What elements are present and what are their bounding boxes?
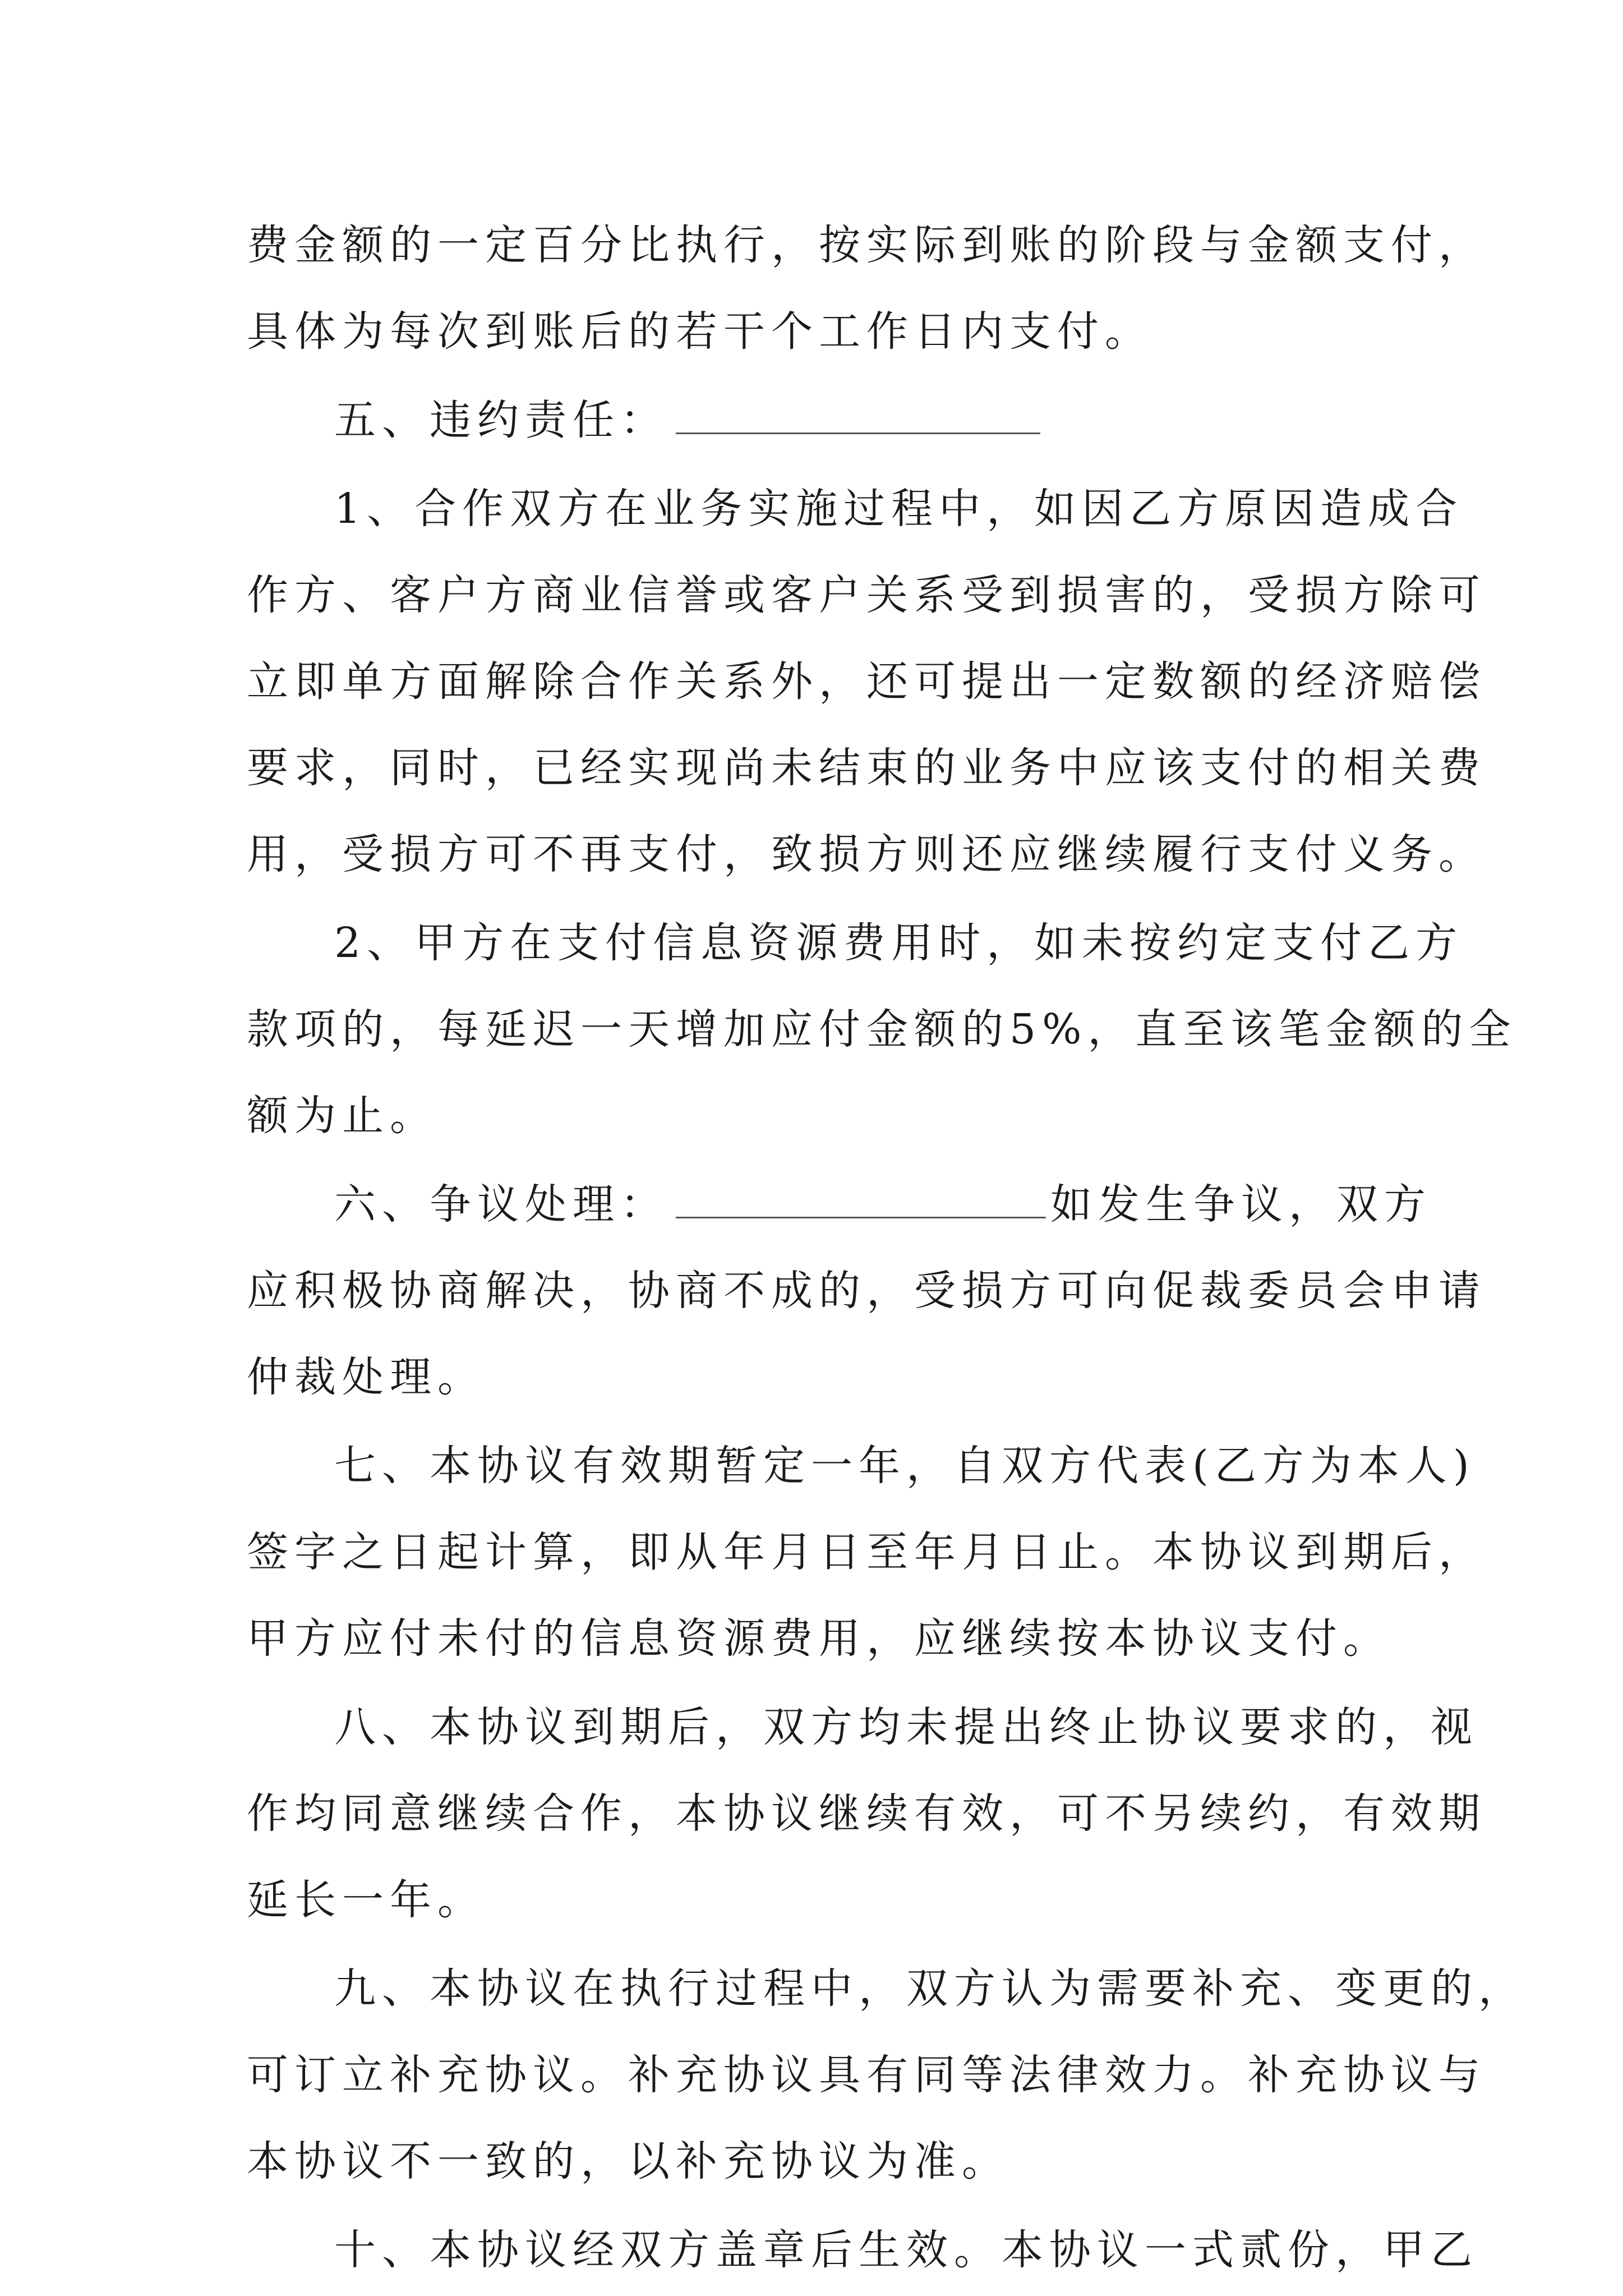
text-line: 作方、客户方商业信誉或客户关系受到损害的，受损方除可: [247, 571, 1486, 619]
text-line: 要求，同时，已经实现尚未结束的业务中应该支付的相关费: [247, 744, 1486, 792]
section-6-text: 如发生争议，双方: [1050, 1180, 1432, 1228]
text-line: 仲裁处理。: [247, 1353, 485, 1401]
text-line: 应积极协商解决，协商不成的，受损方可向促裁委员会申请: [247, 1267, 1486, 1315]
text-line: 1、合作双方在业务实施过程中，如因乙方原因造成合: [334, 485, 1464, 533]
document-body: [247, 202, 1526, 2293]
text-line: 签字之日起计算，即从年月日至年月日止。本协议到期后，: [247, 1528, 1486, 1576]
fill-in-blank: [676, 1182, 1046, 1218]
section-heading: [247, 377, 1396, 463]
fill-in-blank: [676, 398, 1040, 434]
text-line: 十、本协议经双方盖章后生效。本协议一式贰份，甲乙: [334, 2226, 1478, 2274]
section-6-heading: 六、争议处理：: [334, 1180, 668, 1228]
text-line: 费金额的一定百分比执行，按实际到账的阶段与金额支付，: [247, 221, 1486, 269]
text-line: 九、本协议在执行过程中，双方认为需要补充、变更的，: [334, 1964, 1526, 2013]
text-line: 立即单方面解除合作关系外，还可提出一定数额的经济赔偿: [247, 657, 1486, 706]
text-line: 八、本协议到期后，双方均未提出终止协议要求的，视: [334, 1703, 1478, 1751]
text-line: 甲方应付未付的信息资源费用，应继续按本协议支付。: [247, 1614, 1391, 1663]
section-5-heading: 五、违约责任：: [334, 396, 668, 444]
text-line: 延长一年。: [247, 1876, 485, 1924]
text-line: 2、甲方在支付信息资源费用时，如未按约定支付乙方: [334, 919, 1464, 967]
text-line: 额为止。: [247, 1092, 437, 1140]
text-line: 用，受损方可不再支付，致损方则还应继续履行支付义务。: [247, 830, 1486, 878]
text-line: 款项的，每延迟一天增加应付金额的5%，直至该笔金额的全: [247, 1005, 1517, 1053]
section-heading: [247, 1161, 1432, 1248]
text-line: 本协议不一致的，以补充协议为准。: [247, 2137, 1009, 2185]
text-line: 可订立补充协议。补充协议具有同等法律效力。补充协议与: [247, 2051, 1486, 2099]
text-line: 具体为每次到账后的若干个工作日内支付。: [247, 307, 1152, 356]
text-line: 七、本协议有效期暂定一年，自双方代表(乙方为本人): [334, 1442, 1476, 1490]
text-line: 作均同意继续合作，本协议继续有效，可不另续约，有效期: [247, 1789, 1486, 1838]
